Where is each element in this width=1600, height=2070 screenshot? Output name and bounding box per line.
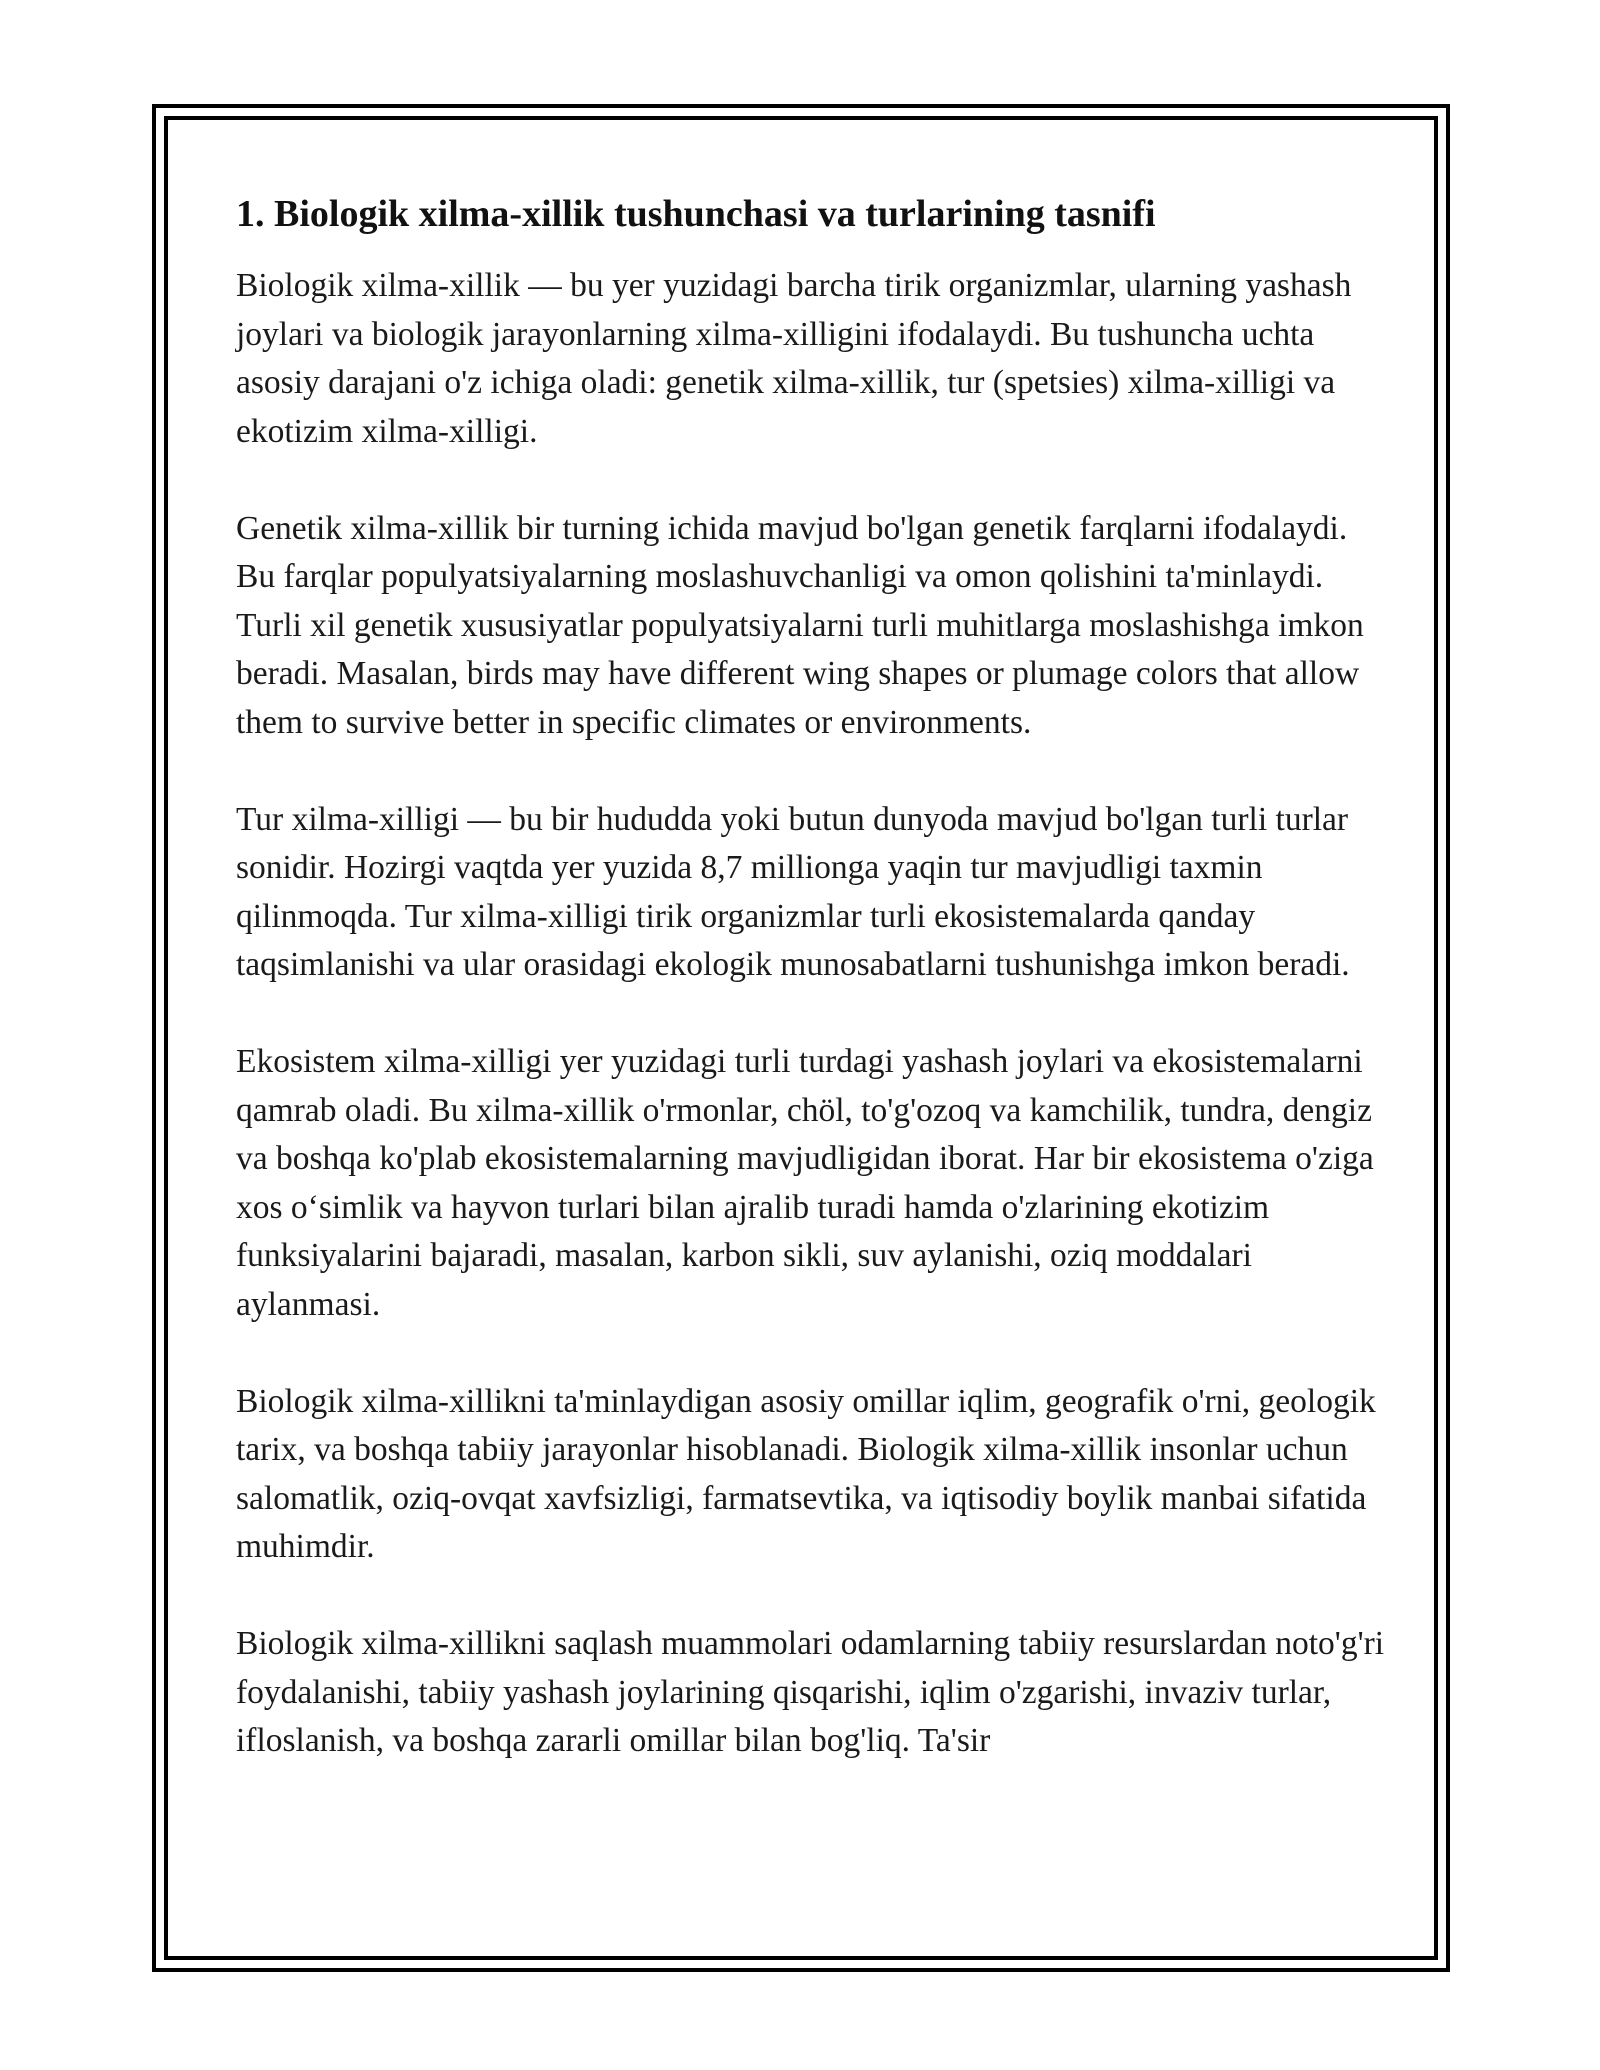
paragraph-genetic-diversity: Genetik xilma-xillik bir turning ichida mavjud bo'lgan genetik farqlarni ifodalaydi. Bu farqlar populyatsiyalarning moslashuvchanligi va omon qolishini ta'minlaydi. Turli xil genetik xususiyatlar populyatsiyalarni turli muhitlarga moslashishga imkon beradi. Masalan, birds may have different wing shapes or plumage colors that allow them to survive better in specific climates or environments.: [236, 509, 1364, 741]
paragraph-definition: Biologik xilma-xillik — bu yer yuzidagi barcha tirik organizmlar, ularning yashash joylari va biologik jarayonlarning xilma-xilligini ifodalaydi. Bu tushuncha uchta asosiy darajani o'z ichiga oladi: genetik xilma-xillik, tur (spetsies) xilma-xilligi va ekotizim xilma-xilligi.: [236, 267, 1352, 450]
document-body: [236, 188, 1386, 1814]
paragraph-ecosystem-diversity: Ekosistem xilma-xilligi yer yuzidagi turli turdagi yashash joylari va ekosistemalarni qamrab oladi. Bu xilma-xillik o'rmonlar, chöl, to'g'ozoq va kamchilik, tundra, dengiz va boshqa ko'plab ekosistemalarning mavjudligidan iborat. Har bir ekosistema o'ziga xos o‘simlik va hayvon turlari bilan ajralib turadi hamda o'zlarining ekotizim funksiyalarini bajaradi, masalan, karbon sikli, suv aylanishi, oziq moddalari aylanmasi.: [236, 1043, 1374, 1323]
paragraph-conservation-problems: Biologik xilma-xillikni saqlash muammolari odamlarning tabiiy resurslardan noto'g'ri foydalanishi, tabiiy yashash joylarining qisqarishi, iqlim o'zgarishi, invaziv turlar, ifloslanish, va boshqa zararli omillar bilan bog'liq. Ta'sir: [236, 1625, 1385, 1759]
section-heading: 1. Biologik xilma-xillik tushunchasi va turlarining tasnifi: [236, 193, 1156, 235]
paragraph-species-diversity: Tur xilma-xilligi — bu bir hududda yoki butun dunyoda mavjud bo'lgan turli turlar sonidir. Hozirgi vaqtda yer yuzida 8,7 millionga yaqin tur mavjudligi taxmin qilinmoqda. Tur xilma-xilligi tirik organizmlar turli ekosistemalarda qanday taqsimlanishi va ular orasidagi ekologik munosabatlarni tushunishga imkon beradi.: [236, 800, 1350, 983]
paragraph-factors: Biologik xilma-xillikni ta'minlaydigan asosiy omillar iqlim, geografik o'rni, geologik tarix, va boshqa tabiiy jarayonlar hisoblanadi. Biologik xilma-xillik insonlar uchun salomatlik, oziq-ovqat xavfsizligi, farmatsevtika, va iqtisodiy boylik manbai sifatida muhimdir.: [236, 1382, 1376, 1565]
